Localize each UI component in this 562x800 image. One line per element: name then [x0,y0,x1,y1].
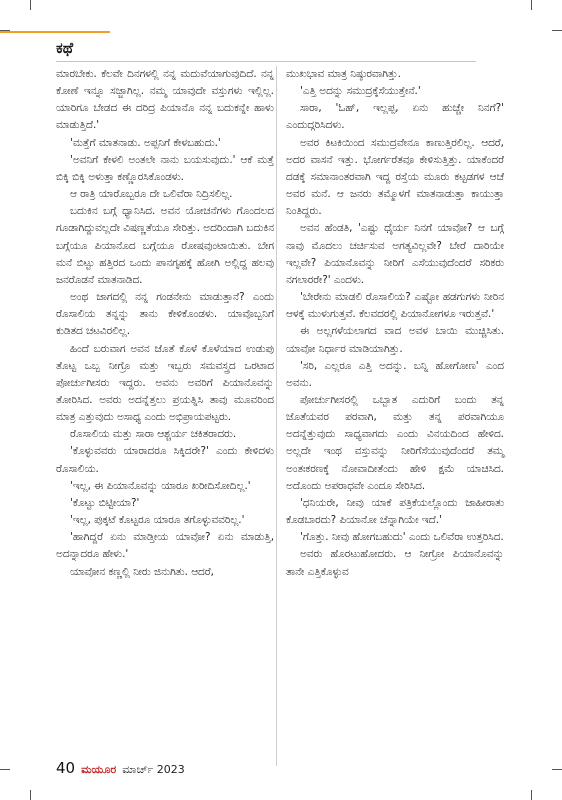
crop-mark [531,790,532,800]
crop-mark [30,790,31,800]
crop-mark [531,0,532,10]
paragraph: ಅಂಥ ಜಾಗದಲ್ಲಿ ನನ್ನ ಗಂಡನೇನು ಮಾಡುತ್ತಾನೆ? ಎಂದು ರೊಸಾಲಿಯ ತನ್ನನ್ನು ತಾನು ಕೇಳಿಕೊಂಡಳು. ಯಾವೊಬ್ಬನಿಗೆ ಕುಡಿತದ ಚಟವಿರಲಿಲ್ಲ. [56,291,274,338]
paragraph: 'ಇಲ್ಲ, ಪುಕ್ಕಟೆ ಕೊಟ್ಟರೂ ಯಾರೂ ತಗೊಳ್ಳುವವರಿಲ್ಲ.' [70,514,245,527]
crop-mark [552,769,562,770]
paragraph: 'ಇಲ್ಲ, ಈ ಪಿಯಾನೊವನ್ನು ಯಾರೂ ಖರೀದಿಸೋದಿಲ್ಲ.' [70,479,251,492]
paragraph: ಯಾವೋನ ಕಣ್ಣಲ್ಲಿ ನೀರು ಜಿನುಗಿತು. ಆದರೆ, [70,565,214,578]
left-text-column [56,66,274,581]
crop-mark [0,769,10,770]
section-accent-rule [0,31,110,33]
paragraph: 'ಎತ್ತಿ ಅದನ್ನು ಸಮುದ್ರಕ್ಕೆಸೆಯುತ್ತೇನೆ.' [300,85,421,98]
crop-mark [552,30,562,31]
paragraph: ಅವರ ಕಿಟಕಿಯಿಂದ ಸಮುದ್ರವೇನೂ ಕಾಣುತ್ತಿರಲಿಲ್ಲ. ಆದರೆ, ಅದರ ವಾಸನೆ ಇತ್ತು. ಭೋರ್ಗರೆತವೂ ಕೇಳಿಸುತ್ತಿತ್ತು. ಯಾಕೆಂದರೆ ದಡಕ್ಕೆ ಸಮಾನಾಂತರವಾಗಿ ಇದ್ದ ರಸ್ತೆಯ ಮೂರು ಕಟ್ಟಡಗಳ ಆಚೆ ಅವರ ಮನೆ. ಆ ಜನರು ತಮ್ಮೊಳಗೆ ಮಾತನಾಡುತ್ತಾ ಕಾಯುತ್ತಾ ನಿಂತಿದ್ದರು. [286,136,504,218]
section-title: ಕಥೆ [56,39,74,57]
paragraph: ಅವನ ಹೆಂಡತಿ, 'ಎಷ್ಟು ಧೈರ್ಯ ನಿನಗೆ ಯಾವೋ? ಆ ಬಗ್ಗೆ ನಾವು ಮೊದಲು ಚರ್ಚಿಸುವ ಅಗತ್ಯವಿಲ್ಲವೇ? ಬೇರೆ ದಾರಿಯೇ ಇಲ್ಲವೇ? ಪಿಯಾನೊವನ್ನು ನೀರಿಗೆ ಎಸೆಯುವುದೆಂದರೆ ಸರಿಕರು ನಗಲಾರರೇ?' ಎಂದಳು. [286,222,504,286]
paragraph: ಸಾರಾ, 'ಓಹ್, ಇಲ್ಲಪ್ಪ, ಏನು ಹುಚ್ಚೇ ನಿನಗೆ?' ಎಂದುದ್ಗರಿಸಿದಳು. [286,102,504,132]
paragraph: ಈ ಅಲ್ಲಗಳೆಯಲಾಗದ ವಾದ ಅವಳ ಬಾಯಿ ಮುಚ್ಚಿಸಿತು. ಯಾವೋ ನಿರ್ಧಾರ ಮಾಡಿಯಾಗಿತ್ತು. [286,325,504,355]
paragraph: ಬದುಕಿನ ಬಗ್ಗೆ ಧ್ಯಾನಿಸಿದ. ಅವನ ಯೋಚನೆಗಳು ಗೊಂದಲದ ಗೂಡಾಗಿದ್ದುವಲ್ಲದೇ ವಿಷಣ್ಣತೆಯೂ ಸೇರಿತ್ತು. ಅದರಿಂದಾಗಿ ಬದುಕಿನ ಬಗ್ಗೆಯೂ ಪಿಯಾನೊದ ಬಗ್ಗೆಯೂ ರೋಷವುಂಟಾಯಿತು. ಬೇಗ ಮನೆ ಬಿಟ್ಟು ಹತ್ತಿರದ ಒಂದು ಪಾನಗೃಹಕ್ಕೆ ಹೋಗಿ ಅಲ್ಲಿದ್ದ ಹಲವು ಜನರೊಡನೆ ಮಾತನಾಡಿದ. [56,205,274,286]
magazine-logo: ಮಯೂರ [81,763,117,776]
paragraph: 'ಕೊಳ್ಳುವವರು ಯಾರಾದರೂ ಸಿಕ್ಕಿದರೇ?' ಎಂದು ಕೇಳಿದಳು ರೊಸಾಲಿಯ. [56,445,274,475]
paragraph: ಮಾರಬೇಕು. ಕೆಲವೇ ದಿನಗಳಲ್ಲಿ ನನ್ನ ಮದುವೆಯಾಗುವುದಿದೆ. ನನ್ನ ಕೋಣೆ ಇನ್ನೂ ಸಜ್ಜಾಗಿಲ್ಲ. ನಮ್ಮ ಯಾವುದೇ ವಸ್ತುಗಳು ಇಲ್ಲಿಲ್ಲ. ಯಾರಿಗೂ ಬೇಡದ ಈ ದರಿದ್ರ ಪಿಯಾನೊ ನನ್ನ ಬದುಕನ್ನೇ ಹಾಳು ಮಾಡುತ್ತಿದೆ.' [56,68,274,132]
paragraph: 'ಮತ್ತೆಗೆ ಮಾತನಾಡು. ಅಪ್ಪನಿಗೆ ಕೇಳಬಹುದು.' [70,136,221,149]
issue-date: ಮಾರ್ಚ್ 2023 [122,763,185,776]
paragraph: 'ಬೇರೇನು ಮಾಡಲಿ ರೊಸಾಲಿಯ? ಎಷ್ಟೋ ಹಡಗುಗಳು ನೀರಿನ ಆಳಕ್ಕೆ ಮುಳುಗುತ್ತವೆ. ಕೆಲವದರಲ್ಲಿ ಪಿಯಾನೋಗಳೂ ಇರುತ್ತವೆ.' [286,291,504,321]
right-text-column [286,66,504,581]
paragraph: ಆ ರಾತ್ರಿ ಯಾರೊಬ್ಬರೂ ದೇ ಒಲಿವೆರಾ ನಿದ್ರಿಸಲಿಲ್ಲ. [70,188,233,201]
column-divider [276,66,277,766]
paragraph: 'ಅವನಿಗೆ ಕೇಳಲಿ ಅಂತಲೇ ನಾನು ಬಯಸುವುದು.' ಆಕೆ ಮತ್ತೆ ಬಿಕ್ಕಿ ಬಿಕ್ಕಿ ಅಳುತ್ತಾ ಕಣ್ಣೊರಸಿಕೊಂಡಳು. [56,153,274,183]
paragraph: 'ಕೊಟ್ಟು ಬಿಟ್ಟೀಯಾ?' [70,496,140,509]
paragraph: 'ಸರಿ, ಎಲ್ಲರೂ ಎತ್ತಿ ಅದನ್ನು. ಬನ್ನಿ ಹೋಗೋಣ' ಎಂದ ಅವನು. [286,359,504,389]
page-footer [56,759,185,777]
paragraph: ಅವರು ಹೊರಟುಹೋದರು. ಆ ನೀಗ್ರೋ ಪಿಯಾನೊವನ್ನು ತಾನೇ ಎತ್ತಿಕೊಳ್ಳುವ [286,548,504,578]
page-number: 40 [56,759,76,777]
paragraph: ಹಿಂದೆ ಬರುವಾಗ ಅವನ ಜೊತೆ ಕೊಳೆ ಕೊಳೆಯಾದ ಉಡುಪು ತೊಟ್ಟ ಒಬ್ಬ ನೀಗ್ರೊ ಮತ್ತು ಇಬ್ಬರು ಸಮವಸ್ತ್ರದ ಒರಟಾದ ಪೋರ್ಚುಗೀಸರು ಇದ್ದರು. ಅವನು ಅವರಿಗೆ ಪಿಯಾನೊವನ್ನು ತೋರಿಸಿದ. ಅವರು ಅದನ್ನೆತ್ತಲು ಪ್ರಯತ್ನಿಸಿ ತಾವು ಮೂವರಿಂದ ಮಾತ್ರ ಎತ್ತುವುದು ಅಸಾಧ್ಯ ಎಂದು ಅಭಿಪ್ರಾಯಪಟ್ಟರು. [56,342,274,424]
paragraph: 'ಧನಿಯರೇ, ನೀವು ಯಾಕೆ ಪತ್ರಿಕೆಯಲ್ಲೊಂದು ಜಾಹೀರಾತು ಕೊಡಬಾರದು? ಪಿಯಾನೋ ಚೆನ್ನಾಗಿಯೇ ಇದೆ.' [286,496,504,527]
paragraph: 'ಹಾಗಿದ್ದರೆ ಏನು ಮಾಡ್ತೀಯ ಯಾವೋ? ಏನು ಮಾಡುತ್ತಿ, ಅದನ್ನಾದರೂ ಹೇಳು.' [56,531,274,561]
paragraph: ರೊಸಾಲಿಯ ಮತ್ತು ಸಾರಾ ಆಶ್ಚರ್ಯ ಚಕಿತರಾದರು. [70,428,237,441]
paragraph: 'ಗೊತ್ತು. ನೀವು ಹೋಗಬಹುದು' ಎಂದು ಒಲಿವೆರಾ ಉತ್ತರಿಸಿದ. [300,531,504,544]
paragraph: ಪೋರ್ಚುಗೀಸರಲ್ಲಿ ಒಬ್ಬಾತ ಎದುರಿಗೆ ಬಂದು ತನ್ನ ಜೊತೆಯವರ ಪರವಾಗಿ, ಮತ್ತು ತನ್ನ ಪರವಾಗಿಯೂ ಅದನ್ನೆತ್ತುವುದು ಸಾಧ್ಯವಾಗದು ಎಂದು ವಿನಯದಿಂದ ಹೇಳಿದ. ಅಲ್ಲದೇ ಇಂಥ ವಸ್ತುವನ್ನು ನೀರಿಗೆಸೆಯುವುದೆಂದರೆ ತಮ್ಮ ಅಂತಃಕರಣಕ್ಕೆ ನೋವಾದೀತೆಂದು ಹೇಳಿ ಕ್ಷಮೆ ಯಾಚಿಸಿದ. ಅದೊಂದು ಅಪರಾಧವೇ ಎಂದೂ ಸೇರಿಸಿದ. [286,393,504,492]
paragraph: ಮುಖಭಾವ ಮಾತ್ರ ನಿಷ್ಠುರವಾಗಿತ್ತು. [286,68,401,80]
header-divider [56,61,476,62]
crop-mark [30,0,31,10]
